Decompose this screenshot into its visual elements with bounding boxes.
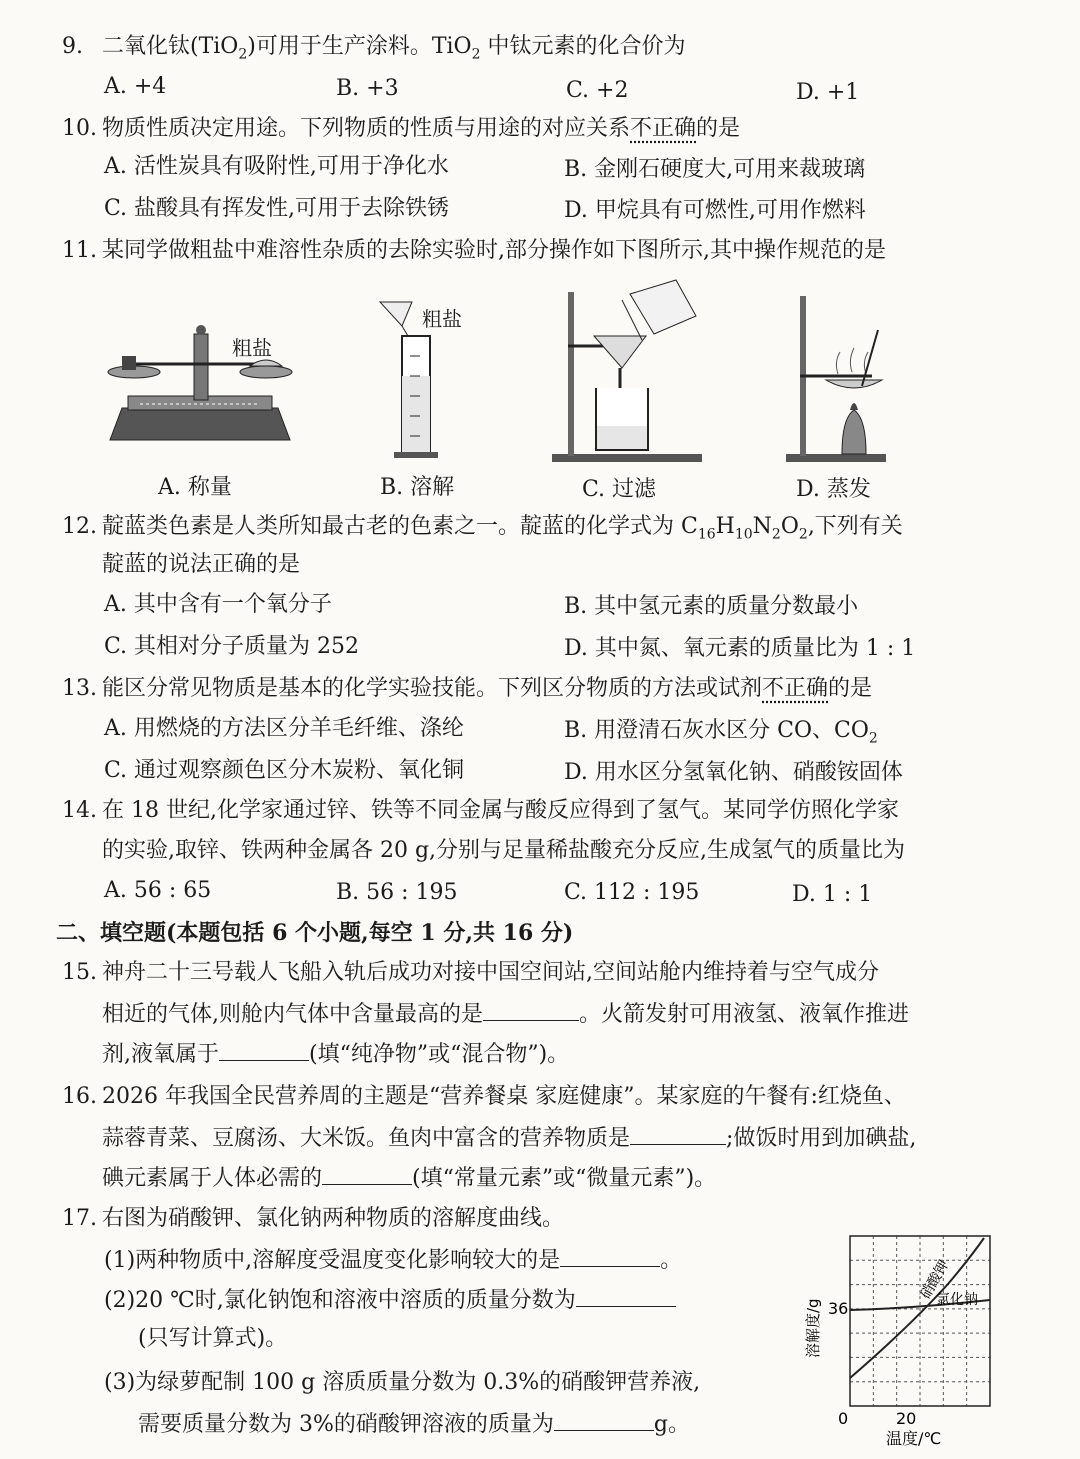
evaporation-figure [782,290,902,464]
y-axis-label: 溶解度/g [804,1298,822,1358]
q17-part3: (3)为绿萝配制 100 g 溶质质量分数为 0.3%的硝酸钾营养液, [104,1370,701,1395]
answer-blank[interactable] [219,1038,309,1061]
chart-grid [850,1236,990,1406]
q13-option-b: B. 用澄清石灰水区分 CO、$CO_2$ [564,718,878,747]
answer-blank[interactable] [554,1408,654,1431]
q16-line3: 碘元素属于人体必需的 (填“常量元素”或“微量元素”)。 [102,1162,716,1194]
q9-option-c: C. +2 [566,78,629,103]
emphasis-not-correct: 不正确 [630,116,697,141]
x-tick-0: 0 [838,1409,849,1428]
q13-option-c: C. 通过观察颜色区分木炭粉、氧化铜 [104,758,465,783]
q17-part3-cont: 需要质量分数为 3%的硝酸钾溶液的质量为 g。 [138,1408,690,1440]
answer-blank[interactable] [576,1284,676,1307]
q9-option-a: A. +4 [104,74,167,99]
q17-part1: (1)两种物质中,溶解度受温度变化影响较大的是 。 [104,1244,682,1276]
answer-blank[interactable] [483,998,579,1021]
q12-stem: 12. 靛蓝类色素是人类所知最古老的色素之一。靛蓝的化学式为 $C_{16}H_{10}N_2O_2$,下列有关 [62,514,903,543]
q10-option-d: D. 甲烷具有可燃性,可用作燃料 [564,198,866,223]
q15-line2: 相近的气体,则舱内气体中含量最高的是 。火箭发射可用液氢、液氧作推进 [102,998,909,1030]
q11-stem: 11. 某同学做粗盐中难溶性杂质的去除实验时,部分操作如下图所示,其中操作规范的是 [62,238,886,263]
answer-blank[interactable] [560,1244,660,1267]
q9-option-b: B. +3 [336,76,399,101]
series-label-kno3: 硝酸钾 [917,1257,953,1302]
q10-stem: 10. 物质性质决定用途。下列物质的性质与用途的对应关系不正确的是 [62,116,741,141]
q16-line1: 16. 2026 年我国全民营养周的主题是“营养餐桌 家庭健康”。某家庭的午餐有:红烧鱼、 [62,1084,906,1109]
q10-option-a: A. 活性炭具有吸附性,可用于净化水 [104,154,449,179]
q13-option-a: A. 用燃烧的方法区分羊毛纤维、涤纶 [104,716,464,741]
q14-option-d: D. 1 : 1 [792,882,873,907]
q17-part2-note: (只写计算式)。 [138,1326,288,1351]
q10-option-b: B. 金刚石硬度大,可用来裁玻璃 [564,157,866,182]
q9-number: 9. [62,34,83,59]
q13-stem: 13. 能区分常见物质是基本的化学实验技能。下列区分物质的方法或试剂不正确的是 [62,676,873,701]
q14-option-a: A. 56 : 65 [104,878,212,903]
q10-option-c: C. 盐酸具有挥发性,可用于去除铁锈 [104,196,450,221]
q15-line1: 15. 神舟二十三号载人飞船入轨后成功对接中国空间站,空间站舱内维持着与空气成分 [62,960,879,985]
caption-d-evaporate: D. 蒸发 [796,477,871,502]
x-axis-label: 温度/℃ [886,1429,942,1448]
caption-c-filter: C. 过滤 [582,477,657,502]
caption-a-weigh: A. 称量 [158,475,232,500]
q9-option-d: D. +1 [796,80,860,105]
series-label-nacl: 氯化钠 [936,1292,978,1308]
q14-stem-cont: 的实验,取锌、铁两种金属各 20 g,分别与足量稀盐酸充分反应,生成氢气的质量比为 [102,838,906,863]
q9-stem: 9. 二氧化钛(TiO$_2$)可用于生产涂料。TiO$_2$ 中钛元素的化合价为 [62,34,686,63]
section-heading: 二、填空题(本题包括 6 个小题,每空 1 分,共 16 分) [56,920,574,946]
q17-part2: (2)20 ℃时,氯化钠饱和溶液中溶质的质量分数为 [104,1284,676,1316]
y-tick-36: 36 [828,1299,849,1318]
salt-label-a: 粗盐 [232,336,272,360]
q16-line2: 蒜蓉青菜、豆腐汤、大米饭。鱼肉中富含的营养物质是 ;做饭时用到加碘盐, [102,1122,916,1154]
emphasis-not-correct: 不正确 [762,676,829,701]
q15-line3: 剂,液氧属于 (填“纯净物”或“混合物”)。 [102,1038,569,1070]
q12-option-b: B. 其中氢元素的质量分数最小 [564,594,859,619]
q12-option-a: A. 其中含有一个氧分子 [104,592,332,617]
caption-b-dissolve: B. 溶解 [380,475,455,500]
q17-intro: 17. 右图为硝酸钾、氯化钠两种物质的溶解度曲线。 [62,1206,565,1231]
salt-label-b: 粗盐 [422,307,462,331]
answer-blank[interactable] [322,1162,412,1185]
solubility-chart [798,1228,998,1450]
x-tick-20: 20 [896,1409,917,1428]
q12-option-c: C. 其相对分子质量为 252 [104,634,360,659]
q14-stem: 14. 在 18 世纪,化学家通过锌、铁等不同金属与酸反应得到了氢气。某同学仿照化学家 [62,798,899,823]
filtration-figure [548,276,718,464]
q12-stem-cont: 靛蓝的说法正确的是 [102,552,301,577]
q12-option-d: D. 其中氮、氧元素的质量比为 1 : 1 [564,636,916,661]
answer-blank[interactable] [630,1122,726,1145]
q14-option-c: C. 112 : 195 [564,880,700,905]
q14-option-b: B. 56 : 195 [336,880,458,905]
q13-option-d: D. 用水区分氢氧化钠、硝酸铵固体 [564,760,903,785]
